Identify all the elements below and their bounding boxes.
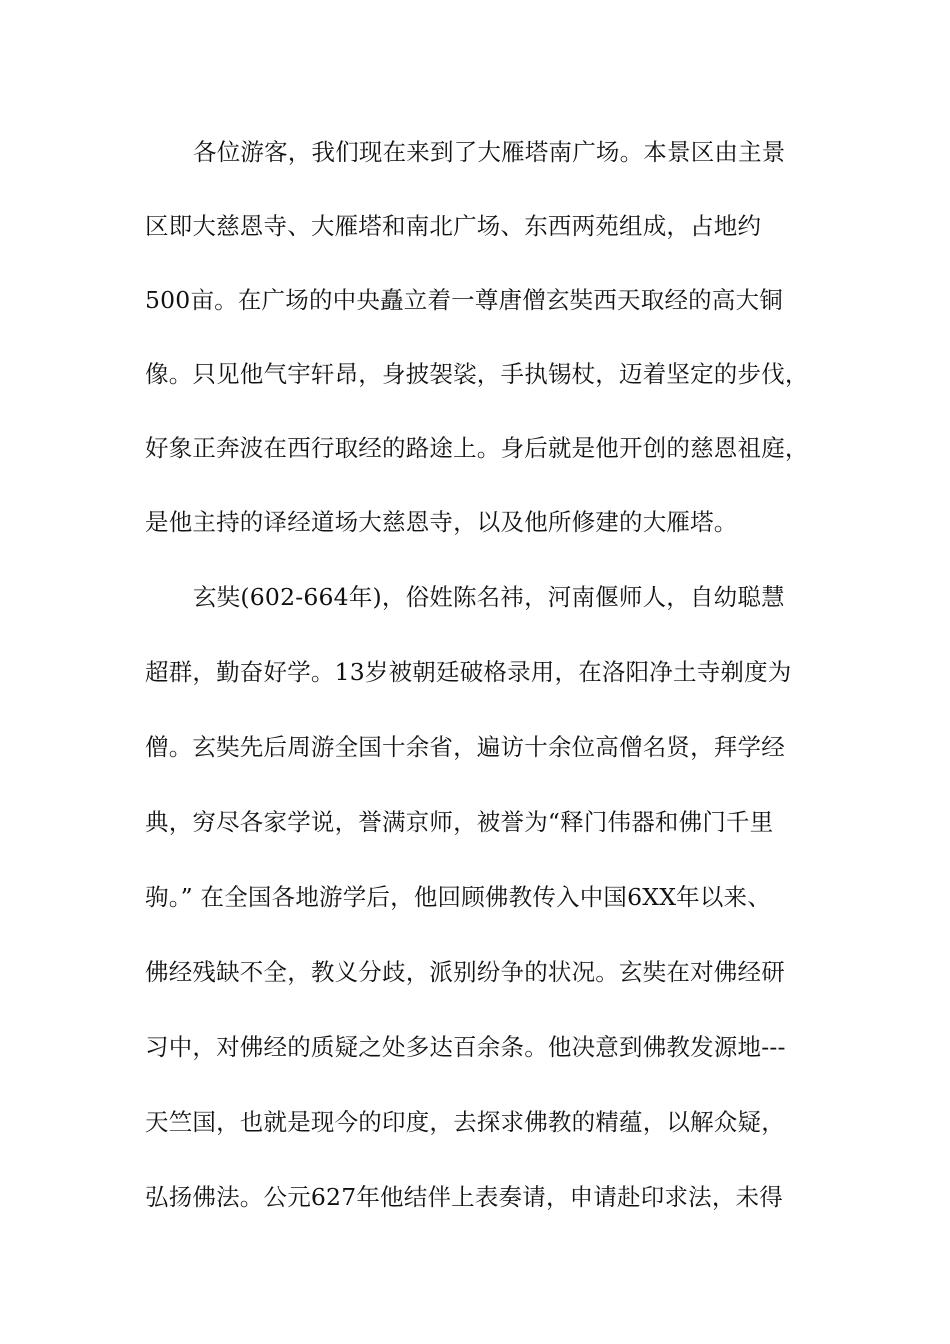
paragraph-1-line-1: 各位游客，我们现在来到了大雁塔南广场。本景区由主景: [193, 138, 786, 166]
paragraph-2-line-7: 习中，对佛经的质疑之处多达百余条。他决意到佛教发源地---: [145, 1033, 786, 1061]
paragraph-1-line-6: 是他主持的译经道场大慈恩寺，以及他所修建的大雁塔。: [145, 508, 738, 536]
paragraph-2-line-2: 超群，勤奋好学。13岁被朝廷破格录用，在洛阳净土寺剃度为: [145, 658, 792, 686]
paragraph-2-line-4: 典，穷尽各家学说，誉满京师，被誉为“释门伟器和佛门千里: [145, 808, 774, 836]
paragraph-1-line-3: 500亩。在广场的中央矗立着一尊唐僧玄奘西天取经的高大铜: [145, 286, 783, 314]
paragraph-2-line-5: 驹。” 在全国各地游学后，他回顾佛教传入中国6XX年以来、: [145, 883, 771, 911]
paragraph-1-line-2: 区即大慈恩寺、大雁塔和南北广场、东西两苑组成，占地约: [145, 212, 762, 240]
paragraph-2-line-6: 佛经残缺不全，教义分歧，派别纷争的状况。玄奘在对佛经研: [145, 958, 785, 986]
paragraph-1-line-4: 像。只见他气宇轩昂，身披袈裟，手执锡杖，迈着坚定的步伐，: [145, 360, 809, 388]
paragraph-2-line-8: 天竺国，也就是现今的印度，去探求佛教的精蕴，以解众疑，: [145, 1108, 785, 1136]
paragraph-1-line-5: 好象正奔波在西行取经的路途上。身后就是他开创的慈恩祖庭，: [145, 434, 809, 462]
paragraph-2-line-3: 僧。玄奘先后周游全国十余省，遍访十余位高僧名贤，拜学经: [145, 733, 785, 761]
paragraph-2-line-1: 玄奘(602-664年)，俗姓陈名祎，河南偃师人，自幼聪慧: [193, 583, 785, 611]
paragraph-2-line-9: 弘扬佛法。公元627年他结伴上表奏请，申请赴印求法，未得: [145, 1183, 783, 1211]
